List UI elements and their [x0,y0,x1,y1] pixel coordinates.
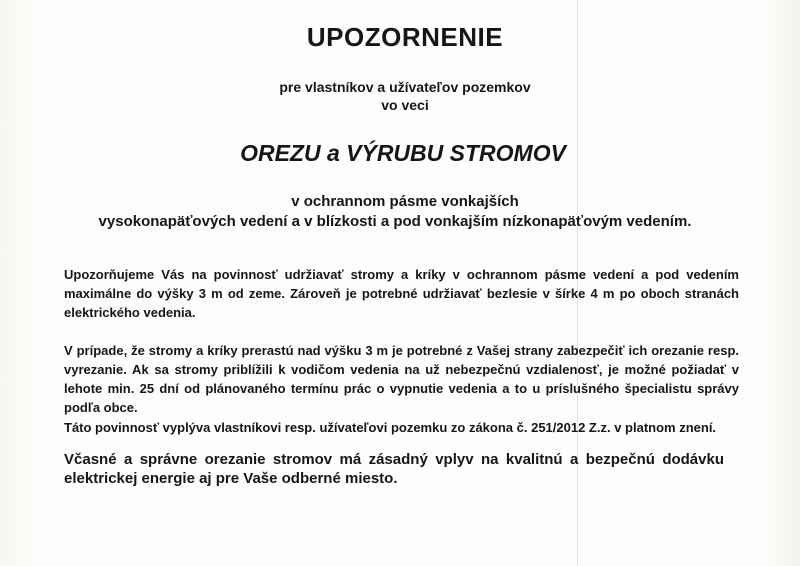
paragraph-legal-basis: Táto povinnosť vyplýva vlastníkovi resp. užívateľovi pozemku zo zákona č. 251/2012 Z.z. v platnom znení. [64,420,717,435]
notice-headline: OREZU a VÝRUBU STROMOV [240,140,566,166]
zone-line1: v ochrannom pásme vonkajších [291,193,519,210]
paragraph-trimming: V prípade, že stromy a kríky prerastú nad výšku 3 m je potrebné z Vašej strany zabezpečiť ich orezanie resp. vyrezanie. Ak sa stromy priblížili k vodičom vedenia na už nebezpečnú vzdialenosť, je možné požiadať v lehote min. 25 dní od plánovaného termínu prác o vypnutie vedenia a to u príslušného špecialistu správy podľa obce. [64,343,739,415]
paragraph-obligation: Upozorňujeme Vás na povinnosť udržiavať stromy a kríky v ochrannom pásme vedení a pod vedením maximálne do výšky 3 m od zeme. Zároveň je potrebné udržiavať bezlesie v šírke 4 m po oboch stranách elektrického vedenia. [64,267,739,320]
notice-title: UPOZORNENIE [306,22,504,52]
zone-line2: vysokonapäťových vedení a v blízkosti a pod vonkajším nízkonapäťovým vedením. [98,213,692,230]
notice-subtitle-line1: pre vlastníkov a užívateľov pozemkov [279,79,531,95]
paragraph-closing: Včasné a správne orezanie stromov má zásadný vplyv na kvalitnú a bezpečnú dodávku elektrickej energie aj pre Vaše odberné miesto. [64,451,724,487]
notice-subtitle-line2: vo veci [381,97,429,113]
